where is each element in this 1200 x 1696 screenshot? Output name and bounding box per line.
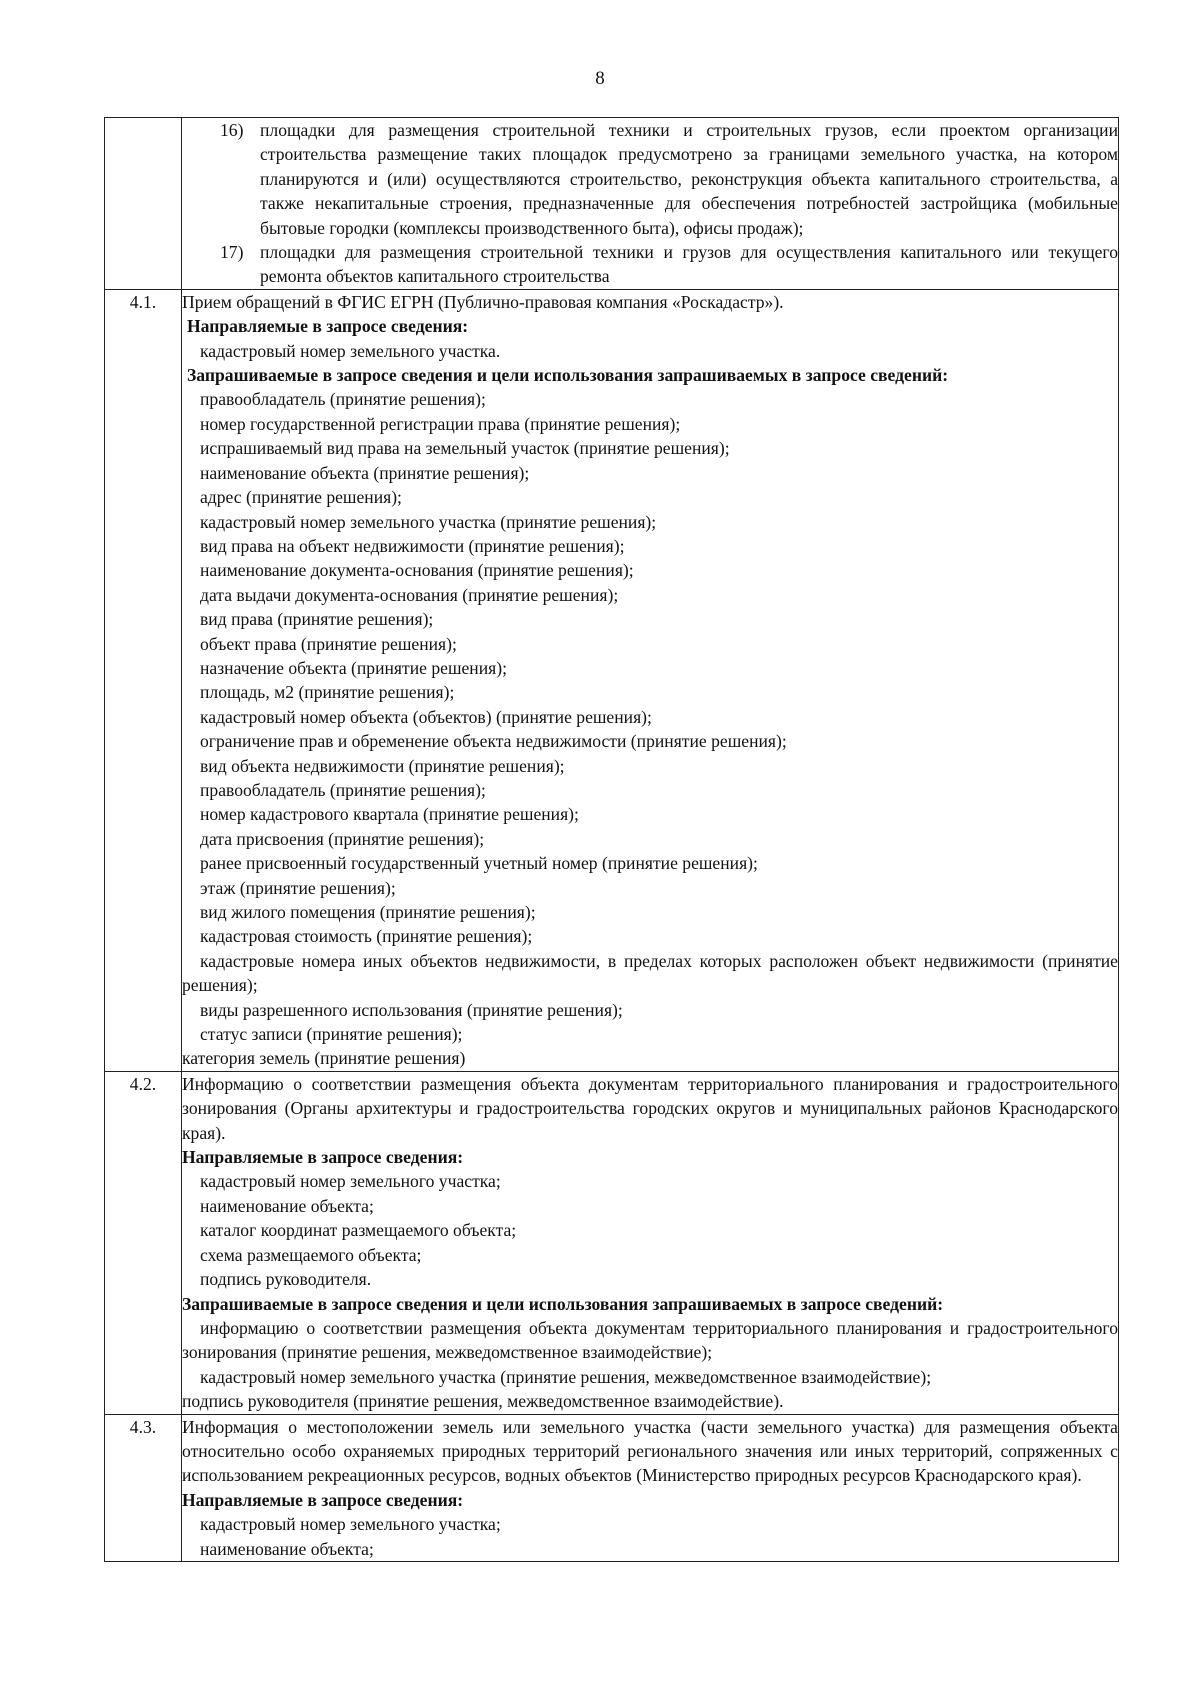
list-item: объект права (принятие решения); bbox=[200, 633, 457, 654]
list-item: вид объекта недвижимости (принятие решения); bbox=[200, 755, 565, 776]
list-item: виды разрешенного использования (принятие решения); bbox=[200, 999, 623, 1020]
list-item: дата присвоения (принятие решения); bbox=[200, 828, 485, 849]
row-content bbox=[182, 289, 1119, 1071]
list-item: вид права (принятие решения); bbox=[200, 609, 434, 630]
list-item: адрес (принятие решения); bbox=[200, 487, 402, 508]
table-row bbox=[105, 1414, 1119, 1561]
list-item: этаж (принятие решения); bbox=[200, 877, 396, 898]
list-item: подпись руководителя (принятие решения, межведомственное взаимодействие). bbox=[182, 1391, 784, 1412]
list-item: кадастровый номер земельного участка (принятие решения); bbox=[200, 511, 657, 532]
list-item: схема размещаемого объекта; bbox=[200, 1244, 422, 1265]
list-item: наименование объекта (принятие решения); bbox=[200, 462, 530, 483]
sent-heading: Направляемые в запросе сведения: bbox=[187, 316, 469, 337]
page-number: 8 bbox=[595, 68, 605, 89]
list-item: кадастровый номер земельного участка; bbox=[200, 1514, 501, 1535]
list-item: ранее присвоенный государственный учетный номер (принятие решения); bbox=[200, 853, 758, 874]
requested-heading: Запрашиваемые в запросе сведения и цели использования запрашиваемых в запросе сведений: bbox=[182, 1293, 944, 1314]
row-number: 4.2. bbox=[105, 1071, 182, 1414]
list-item: подпись руководителя. bbox=[200, 1269, 372, 1290]
table-row bbox=[105, 289, 1119, 1071]
list-item: 17) площадки для размещения строительной техники и грузов для осуществления капитального или текущего ремонта объектов капитального строительства bbox=[220, 242, 1118, 287]
row-number: 4.1. bbox=[105, 289, 182, 1071]
requested-heading: Запрашиваемые в запросе сведения и цели использования запрашиваемых в запросе сведений: bbox=[187, 365, 949, 386]
list-item: назначение объекта (принятие решения); bbox=[200, 657, 507, 678]
list-item: каталог координат размещаемого объекта; bbox=[200, 1220, 517, 1241]
list-item: информацию о соответствии размещения объекта документам территориального планирования и градостроительного зонирования (принятие решения, межведомственное взаимодействие); bbox=[182, 1317, 1118, 1363]
list-item: кадастровая стоимость (принятие решения); bbox=[200, 926, 533, 947]
list-item: кадастровый номер земельного участка (принятие решения, межведомственное взаимодействие); bbox=[200, 1366, 932, 1387]
list-item: площадь, м2 (принятие решения); bbox=[200, 682, 455, 703]
requested-list bbox=[182, 387, 1118, 948]
table-row bbox=[105, 1071, 1119, 1414]
list-item: вид права на объект недвижимости (принятие решения); bbox=[200, 535, 625, 556]
list-item: наименование документа-основания (принятие решения); bbox=[200, 560, 634, 581]
sent-heading: Направляемые в запросе сведения: bbox=[182, 1489, 464, 1510]
list-item: ограничение прав и обременение объекта недвижимости (принятие решения); bbox=[200, 731, 787, 752]
list-item: категория земель (принятие решения) bbox=[182, 1048, 466, 1069]
numbered-list bbox=[182, 118, 1118, 289]
list-item: кадастровый номер земельного участка; bbox=[200, 1171, 501, 1192]
list-item: кадастровый номер земельного участка. bbox=[200, 340, 501, 361]
list-item: статус записи (принятие решения); bbox=[200, 1024, 463, 1045]
list-item: кадастровые номера иных объектов недвижимости, в пределах которых расположен объект недвижимости (принятие решения); bbox=[182, 950, 1118, 996]
sent-heading: Направляемые в запросе сведения: bbox=[182, 1147, 464, 1168]
row-intro: Информация о местоположении земель или земельного участка (части земельного участка) для размещения объекта относительно особо охраняемых природных территорий регионального значения или иных территорий, сопряженных с использованием рекреационных ресурсов, водных объектов (Министерство природных ресурсов Краснодарского края). bbox=[182, 1416, 1118, 1486]
list-item: наименование объекта; bbox=[200, 1195, 374, 1216]
list-item: номер государственной регистрации права (принятие решения); bbox=[200, 413, 681, 434]
row-number: 4.3. bbox=[105, 1414, 182, 1561]
list-item: 16) площадки для размещения строительной техники и строительных грузов, если проектом организации строительства размещение таких площадок предусмотрено за границами земельного участка, на котором планируются и (или) осуществляются строительство, реконструкция объекта капитального строительства, а также некапитальные строения, предназначенные для обеспечения потребностей застройщика (мобильные бытовые городки (комплексы производственного быта), офисы продаж); bbox=[220, 120, 1118, 238]
row-content bbox=[182, 1414, 1119, 1561]
requirements-table bbox=[104, 117, 1119, 1562]
list-item: вид жилого помещения (принятие решения); bbox=[200, 902, 536, 922]
list-item: правообладатель (принятие решения); bbox=[200, 779, 486, 800]
list-item: дата выдачи документа-основания (принятие решения); bbox=[200, 584, 619, 605]
row-number-cell bbox=[105, 118, 182, 290]
row-content bbox=[182, 1071, 1119, 1414]
row-intro: Прием обращений в ФГИС ЕГРН (Публично-правовая компания «Роскадастр»). bbox=[182, 291, 784, 312]
continued-list-cell bbox=[182, 118, 1119, 290]
list-item: номер кадастрового квартала (принятие решения); bbox=[200, 804, 579, 825]
row-intro: Информацию о соответствии размещения объекта документам территориального планирования и градостроительного зонирования (Органы архитектуры и градостроительства городских округов и муниципальных районов Краснодарского края). bbox=[182, 1073, 1118, 1143]
table-row bbox=[105, 118, 1119, 290]
list-item: правообладатель (принятие решения); bbox=[200, 389, 486, 410]
list-item: наименование объекта; bbox=[200, 1538, 374, 1559]
list-item: кадастровый номер объекта (объектов) (принятие решения); bbox=[200, 706, 652, 727]
list-item: испрашиваемый вид права на земельный участок (принятие решения); bbox=[200, 438, 730, 459]
